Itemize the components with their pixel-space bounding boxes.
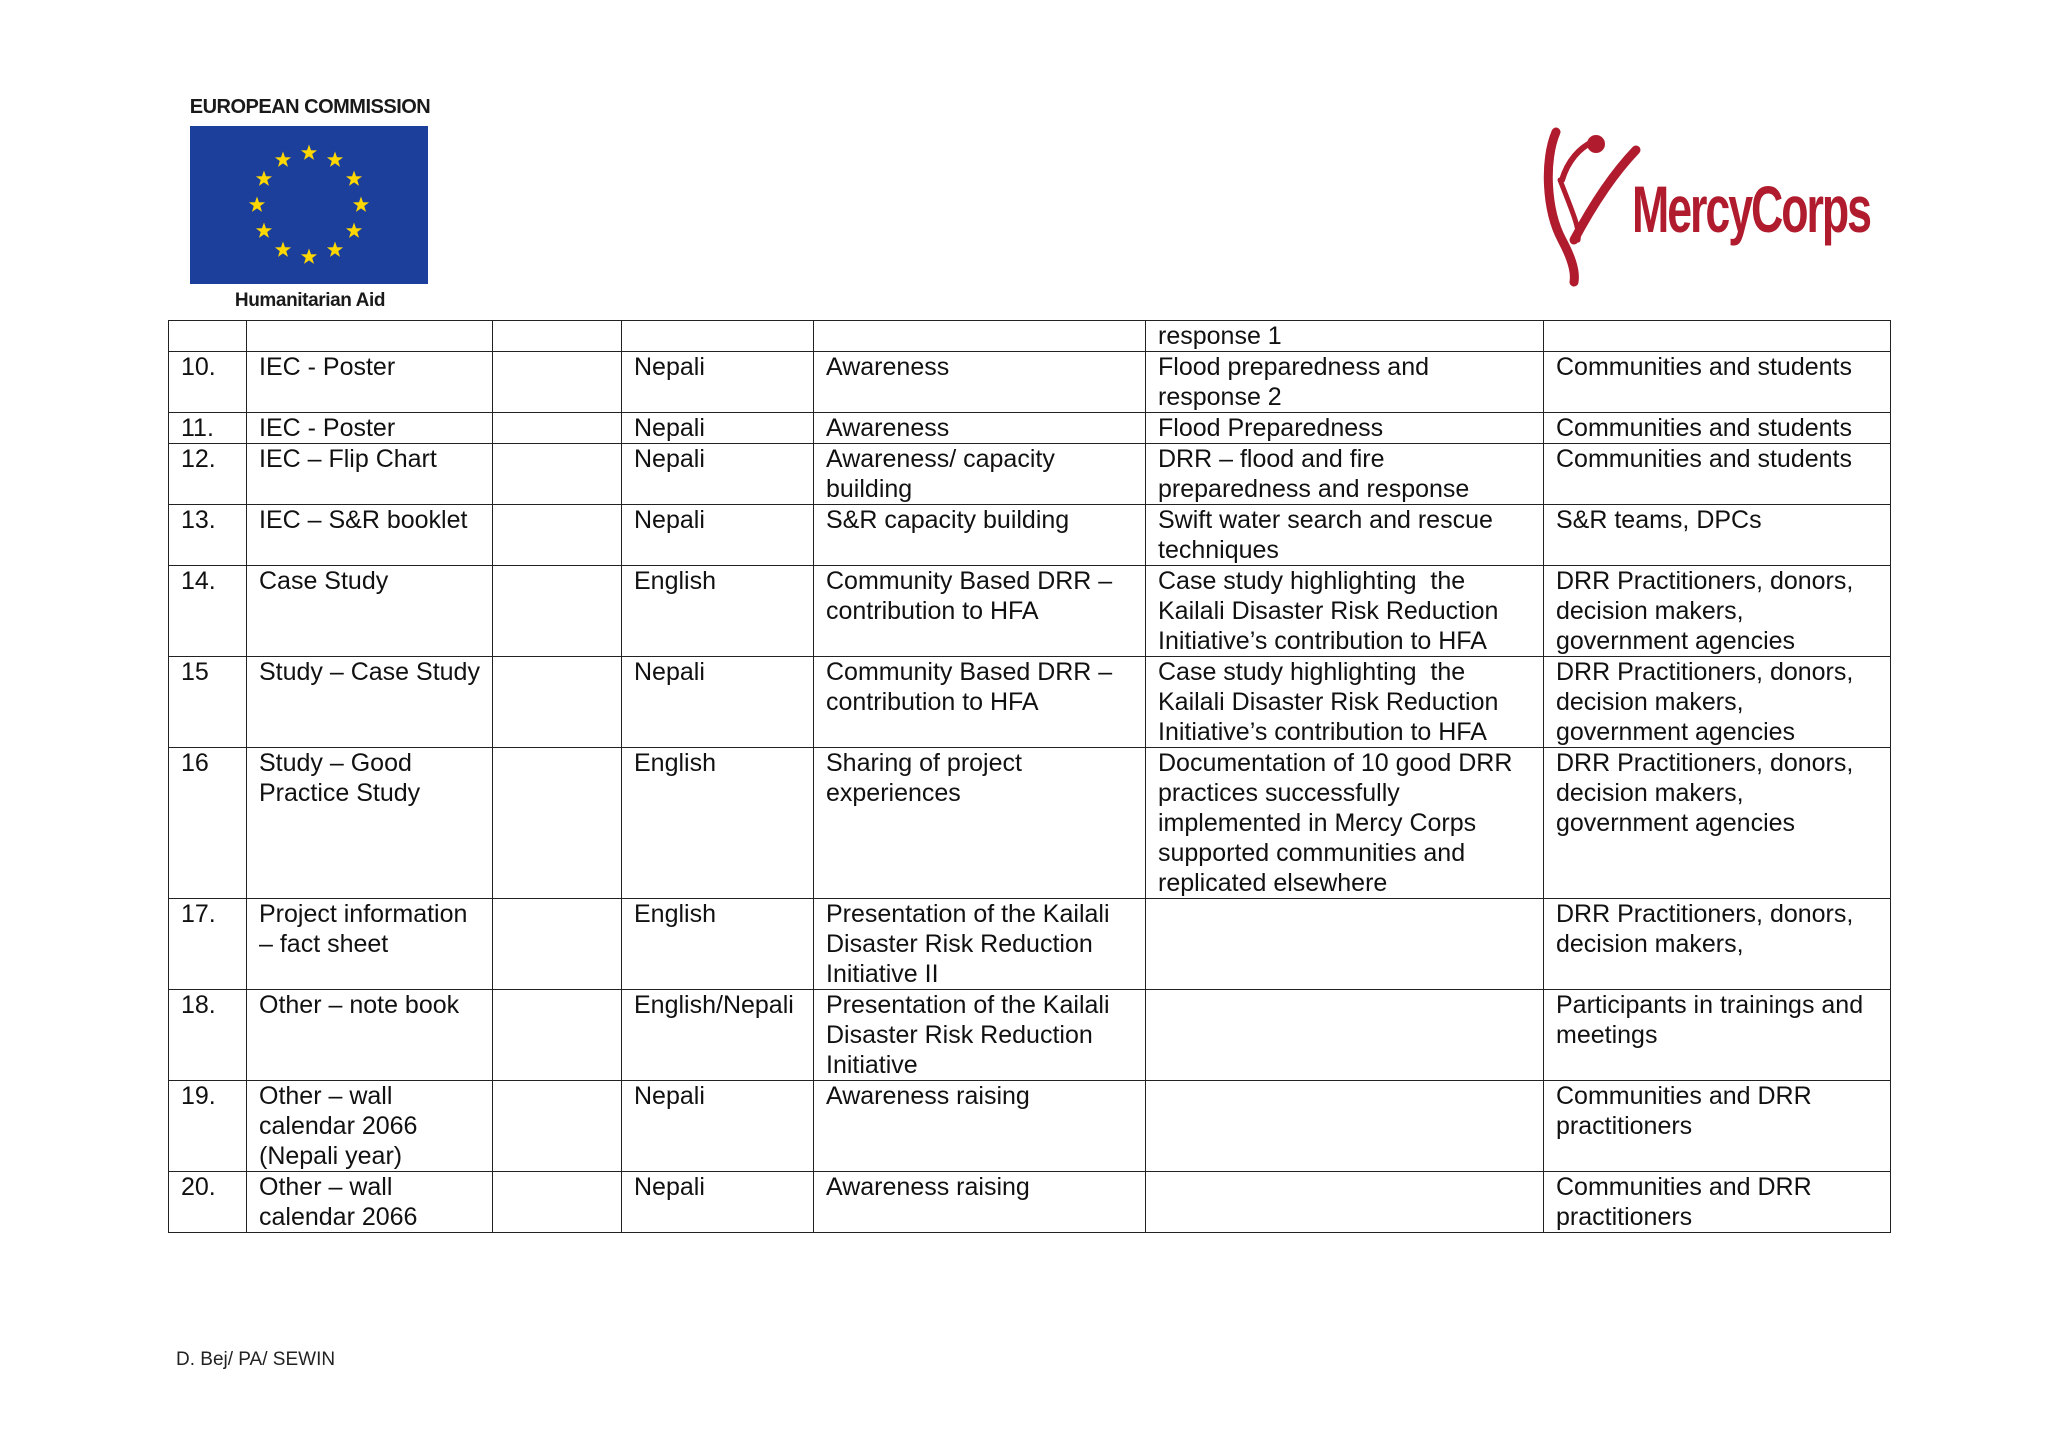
table-cell-description [1146, 321, 1544, 352]
cell-text-audience: Communities and DRR practitioners [1556, 1082, 1819, 1140]
table-cell-no [169, 1081, 247, 1172]
table-cell-purpose [814, 748, 1146, 899]
mercy-corps-wordmark: MercyCorps [1632, 172, 1871, 246]
table-cell-qty [493, 321, 622, 352]
eu-star-icon [353, 197, 369, 212]
table-cell-purpose [814, 1172, 1146, 1233]
eu-stars-icon [190, 126, 428, 284]
table-cell-audience [1544, 505, 1891, 566]
table-row [169, 352, 1891, 413]
table-cell-no [169, 505, 247, 566]
table-cell-type [247, 1172, 493, 1233]
table-cell-type [247, 444, 493, 505]
cell-text-no: 19. [181, 1082, 216, 1110]
cell-text-purpose: Awareness/ capacity building [826, 445, 1062, 503]
table-row [169, 444, 1891, 505]
page-footer: D. Bej/ PA/ SEWIN [176, 1349, 336, 1370]
eu-star-icon [249, 197, 265, 212]
eu-star-icon [256, 171, 272, 186]
table-cell-qty [493, 1172, 622, 1233]
table-cell-purpose [814, 899, 1146, 990]
cell-text-no: 12. [181, 445, 216, 473]
table-cell-qty [493, 990, 622, 1081]
table-row [169, 321, 1891, 352]
eu-star-icon [275, 151, 291, 166]
cell-text-type: Study – Good Practice Study [259, 749, 421, 807]
cell-text-purpose: Awareness raising [826, 1082, 1030, 1110]
cell-text-language: Nepali [634, 658, 705, 686]
table-row [169, 1172, 1891, 1233]
table-cell-audience [1544, 352, 1891, 413]
cell-text-purpose: Community Based DRR – contribution to HFA [826, 567, 1120, 625]
table-cell-purpose [814, 352, 1146, 413]
table-cell-no [169, 444, 247, 505]
table-cell-description [1146, 566, 1544, 657]
table-cell-purpose [814, 444, 1146, 505]
table-cell-qty [493, 413, 622, 444]
mercy-corps-figure-icon [1540, 120, 1880, 290]
table-cell-description [1146, 444, 1544, 505]
cell-text-audience: Communities and students [1556, 353, 1852, 381]
table-cell-description [1146, 990, 1544, 1081]
table-cell-qty [493, 566, 622, 657]
cell-text-language: Nepali [634, 353, 705, 381]
table-cell-qty [493, 1081, 622, 1172]
cell-text-language: English [634, 900, 716, 928]
cell-text-audience: DRR Practitioners, donors, decision makers, government agencies [1556, 658, 1861, 746]
table-row [169, 657, 1891, 748]
table-cell-language [622, 505, 814, 566]
table-cell-audience [1544, 413, 1891, 444]
table-cell-audience [1544, 899, 1891, 990]
table-cell-qty [493, 899, 622, 990]
cell-text-type: Case Study [259, 567, 389, 595]
table-cell-type [247, 352, 493, 413]
table-cell-language [622, 321, 814, 352]
table-row [169, 899, 1891, 990]
table-cell-no [169, 413, 247, 444]
eu-star-icon [256, 223, 272, 238]
eu-star-icon [327, 151, 343, 166]
cell-text-purpose: Community Based DRR – contribution to HFA [826, 658, 1120, 716]
table-cell-audience [1544, 748, 1891, 899]
cell-text-purpose: Presentation of the Kailali Disaster Risk Reduction Initiative II [826, 900, 1117, 988]
european-commission-logo [188, 96, 432, 314]
table-cell-type [247, 657, 493, 748]
cell-text-no: 10. [181, 353, 216, 381]
table-cell-description [1146, 505, 1544, 566]
cell-text-language: English [634, 567, 716, 595]
eu-logo-subtitle: Humanitarian Aid [234, 290, 386, 311]
cell-text-language: English/Nepali [634, 991, 794, 1019]
table-cell-language [622, 990, 814, 1081]
materials-table-body [169, 321, 1891, 1233]
table-cell-type [247, 990, 493, 1081]
table-cell-language [622, 352, 814, 413]
table-cell-language [622, 566, 814, 657]
cell-text-language: English [634, 749, 716, 777]
cell-text-audience: Participants in trainings and meetings [1556, 991, 1871, 1049]
table-cell-audience [1544, 444, 1891, 505]
table-cell-audience [1544, 657, 1891, 748]
cell-text-no: 20. [181, 1173, 216, 1201]
table-cell-language [622, 413, 814, 444]
table-cell-language [622, 899, 814, 990]
cell-text-description: DRR – flood and fire preparedness and response [1158, 445, 1470, 503]
table-cell-type [247, 566, 493, 657]
table-cell-no [169, 990, 247, 1081]
cell-text-audience: S&R teams, DPCs [1556, 506, 1762, 534]
cell-text-purpose: Presentation of the Kailali Disaster Risk Reduction Initiative [826, 991, 1117, 1079]
eu-flag-icon [190, 126, 428, 284]
cell-text-language: Nepali [634, 414, 705, 442]
table-cell-no [169, 352, 247, 413]
eu-logo-title: EUROPEAN COMMISSION [189, 96, 431, 118]
cell-text-type: Other – note book [259, 991, 460, 1019]
cell-text-description: Case study highlighting the Kailali Disaster Risk Reduction Initiative’s contribution to HFA [1158, 567, 1506, 655]
table-cell-description [1146, 748, 1544, 899]
table-cell-purpose [814, 990, 1146, 1081]
table-cell-description [1146, 657, 1544, 748]
table-cell-type [247, 505, 493, 566]
table-cell-audience [1544, 566, 1891, 657]
table-cell-qty [493, 505, 622, 566]
table-cell-no [169, 566, 247, 657]
cell-text-description: Flood Preparedness [1158, 414, 1384, 442]
table-cell-type [247, 748, 493, 899]
table-cell-type [247, 899, 493, 990]
table-cell-description [1146, 1172, 1544, 1233]
table-cell-no [169, 1172, 247, 1233]
cell-text-type: Project information – fact sheet [259, 900, 475, 958]
cell-text-type: IEC – S&R booklet [259, 506, 468, 534]
eu-star-icon [301, 249, 317, 264]
cell-text-purpose: S&R capacity building [826, 506, 1070, 534]
cell-text-no: 16 [181, 749, 209, 777]
cell-text-language: Nepali [634, 445, 705, 473]
table-row [169, 505, 1891, 566]
table-row [169, 1081, 1891, 1172]
table-row [169, 990, 1891, 1081]
cell-text-language: Nepali [634, 506, 705, 534]
cell-text-purpose: Awareness [826, 414, 950, 442]
cell-text-description: Swift water search and rescue techniques [1158, 506, 1500, 564]
table-cell-purpose [814, 321, 1146, 352]
table-cell-audience [1544, 990, 1891, 1081]
cell-text-purpose: Sharing of project experiences [826, 749, 1029, 807]
cell-text-no: 15 [181, 658, 209, 686]
cell-text-no: 13. [181, 506, 216, 534]
table-cell-description [1146, 413, 1544, 444]
eu-star-icon [327, 242, 343, 257]
cell-text-purpose: Awareness [826, 353, 950, 381]
cell-text-type: Study – Case Study [259, 658, 480, 686]
table-cell-type [247, 1081, 493, 1172]
cell-text-description: Flood preparedness and response 2 [1158, 353, 1436, 411]
table-cell-audience [1544, 1172, 1891, 1233]
cell-text-description: Documentation of 10 good DRR practices successfully implemented in Mercy Corps supported communities and replicated elsewhere [1158, 749, 1520, 897]
cell-text-audience: DRR Practitioners, donors, decision makers, government agencies [1556, 749, 1861, 837]
table-cell-language [622, 1081, 814, 1172]
cell-text-audience: Communities and DRR practitioners [1556, 1173, 1819, 1231]
table-cell-no [169, 899, 247, 990]
mercy-corps-logo [1540, 120, 1880, 290]
table-row [169, 566, 1891, 657]
cell-text-audience: DRR Practitioners, donors, decision makers, government agencies [1556, 567, 1861, 655]
cell-text-language: Nepali [634, 1173, 705, 1201]
table-cell-qty [493, 748, 622, 899]
table-cell-purpose [814, 657, 1146, 748]
cell-text-type: Other – wall calendar 2066 [259, 1173, 418, 1231]
cell-text-audience: Communities and students [1556, 414, 1852, 442]
table-row [169, 748, 1891, 899]
cell-text-type: IEC – Flip Chart [259, 445, 437, 473]
eu-star-icon [346, 171, 362, 186]
table-cell-language [622, 748, 814, 899]
cell-text-no: 14. [181, 567, 216, 595]
cell-text-description: response 1 [1158, 322, 1282, 350]
table-cell-type [247, 321, 493, 352]
table-cell-language [622, 444, 814, 505]
table-cell-purpose [814, 1081, 1146, 1172]
cell-text-type: IEC - Poster [259, 353, 396, 381]
table-cell-no [169, 748, 247, 899]
table-cell-qty [493, 352, 622, 413]
table-row [169, 413, 1891, 444]
cell-text-no: 17. [181, 900, 216, 928]
table-cell-language [622, 657, 814, 748]
cell-text-no: 18. [181, 991, 216, 1019]
table-cell-description [1146, 899, 1544, 990]
cell-text-no: 11. [181, 414, 214, 442]
table-cell-purpose [814, 413, 1146, 444]
cell-text-audience: DRR Practitioners, donors, decision makers, [1556, 900, 1861, 958]
eu-star-icon [301, 145, 317, 160]
table-cell-no [169, 321, 247, 352]
table-cell-audience [1544, 1081, 1891, 1172]
cell-text-type: Other – wall calendar 2066 (Nepali year) [259, 1082, 425, 1170]
table-cell-language [622, 1172, 814, 1233]
table-cell-qty [493, 444, 622, 505]
table-cell-purpose [814, 505, 1146, 566]
materials-table [168, 320, 1890, 1233]
cell-text-type: IEC - Poster [259, 414, 396, 442]
cell-text-description: Case study highlighting the Kailali Disaster Risk Reduction Initiative’s contribution to HFA [1158, 658, 1506, 746]
table-cell-description [1146, 352, 1544, 413]
table-cell-audience [1544, 321, 1891, 352]
eu-star-icon [346, 223, 362, 238]
table-cell-no [169, 657, 247, 748]
table-cell-qty [493, 657, 622, 748]
table-cell-type [247, 413, 493, 444]
cell-text-language: Nepali [634, 1082, 705, 1110]
cell-text-audience: Communities and students [1556, 445, 1852, 473]
table-cell-purpose [814, 566, 1146, 657]
eu-star-icon [275, 242, 291, 257]
table-cell-description [1146, 1081, 1544, 1172]
cell-text-purpose: Awareness raising [826, 1173, 1030, 1201]
